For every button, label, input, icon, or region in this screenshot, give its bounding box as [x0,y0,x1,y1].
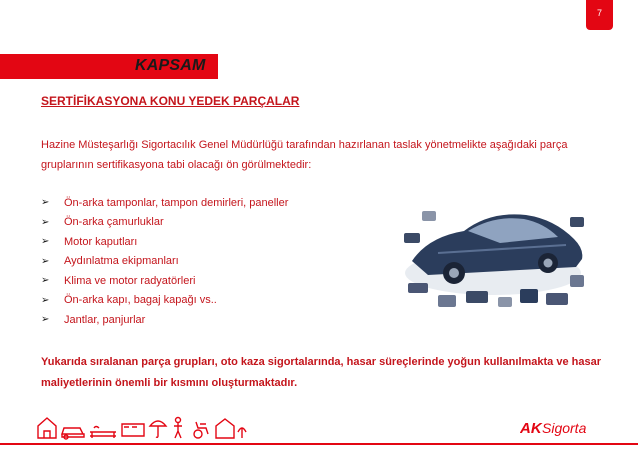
list-item [41,232,288,252]
list-item-text: Motor kaputları [64,235,138,248]
arrow-bullet-icon: ➢ [41,197,50,209]
list-item-text: Ön-arka çamurluklar [64,216,164,229]
footer-icon-strip [36,414,256,440]
car-parts-illustration [398,193,588,321]
page-number-badge [586,0,613,30]
arrow-bullet-icon: ➢ [41,314,50,326]
house-plant-icon [216,419,246,438]
hospital-bed-icon [90,427,116,439]
summary-paragraph: Yukarıda sıralanan parça grupları, oto kaza sigortalarında, hasar süreçlerinde yoğun kullanılmakta ve hasar maliyetlerinin önemli bir kısmını oluşturmaktadır. [41,356,601,389]
arrow-bullet-icon: ➢ [41,216,50,228]
list-item-text: Ön-arka kapı, bagaj kapağı vs.. [64,294,217,307]
arrow-bullet-icon: ➢ [41,275,50,287]
hood-part-icon [422,211,436,221]
aksigorta-logo [520,419,616,437]
list-item [41,252,288,272]
arrow-bullet-icon: ➢ [41,236,50,248]
panel-part-icon [546,293,568,305]
radiator-part-icon [438,295,456,307]
list-item [41,310,288,330]
grille-part-icon [466,291,488,303]
person-head-icon [176,418,181,423]
arrow-bullet-icon: ➢ [41,255,50,267]
door-part-icon [520,289,538,303]
section-heading: SERTİFİKASYONA KONU YEDEK PARÇALAR [41,94,300,108]
page-title: KAPSAM [135,57,206,74]
bumper-part-icon [408,283,428,293]
list-item-text: Ön-arka tamponlar, tampon demirleri, paneller [64,196,289,209]
intro-paragraph: Hazine Müsteşarlığı Sigortacılık Genel Müdürlüğü tarafından hazırlanan taslak yönetmelikte aşağıdaki parça gruplarının sertifikasyona tabi olacağı ön görülmektedir: [41,139,568,171]
list-item [41,271,288,291]
list-item-text: Klima ve motor radyatörleri [64,274,196,287]
wing-part-icon [570,217,584,227]
umbrella-icon [150,421,166,437]
page-number: 7 [596,8,602,18]
list-item [41,213,288,233]
person-icon [174,423,182,438]
title-bar [0,54,218,79]
wheelchair-icon [194,430,202,438]
mirror-part-icon [498,297,512,307]
list-item [41,193,288,213]
arrow-bullet-icon: ➢ [41,294,50,306]
taillight-part-icon [570,275,584,287]
logo-sigorta: Sigorta [542,420,587,436]
house-icon [38,418,56,438]
list-item-text: Aydınlatma ekipmanları [64,255,179,268]
logo-ak: AK [520,420,542,437]
list-item-text: Jantlar, panjurlar [64,313,146,326]
list-item [41,291,288,311]
headlight-part-icon [404,233,420,243]
footer-divider [0,443,638,445]
parts-list [41,193,288,330]
bus-icon [122,424,144,436]
